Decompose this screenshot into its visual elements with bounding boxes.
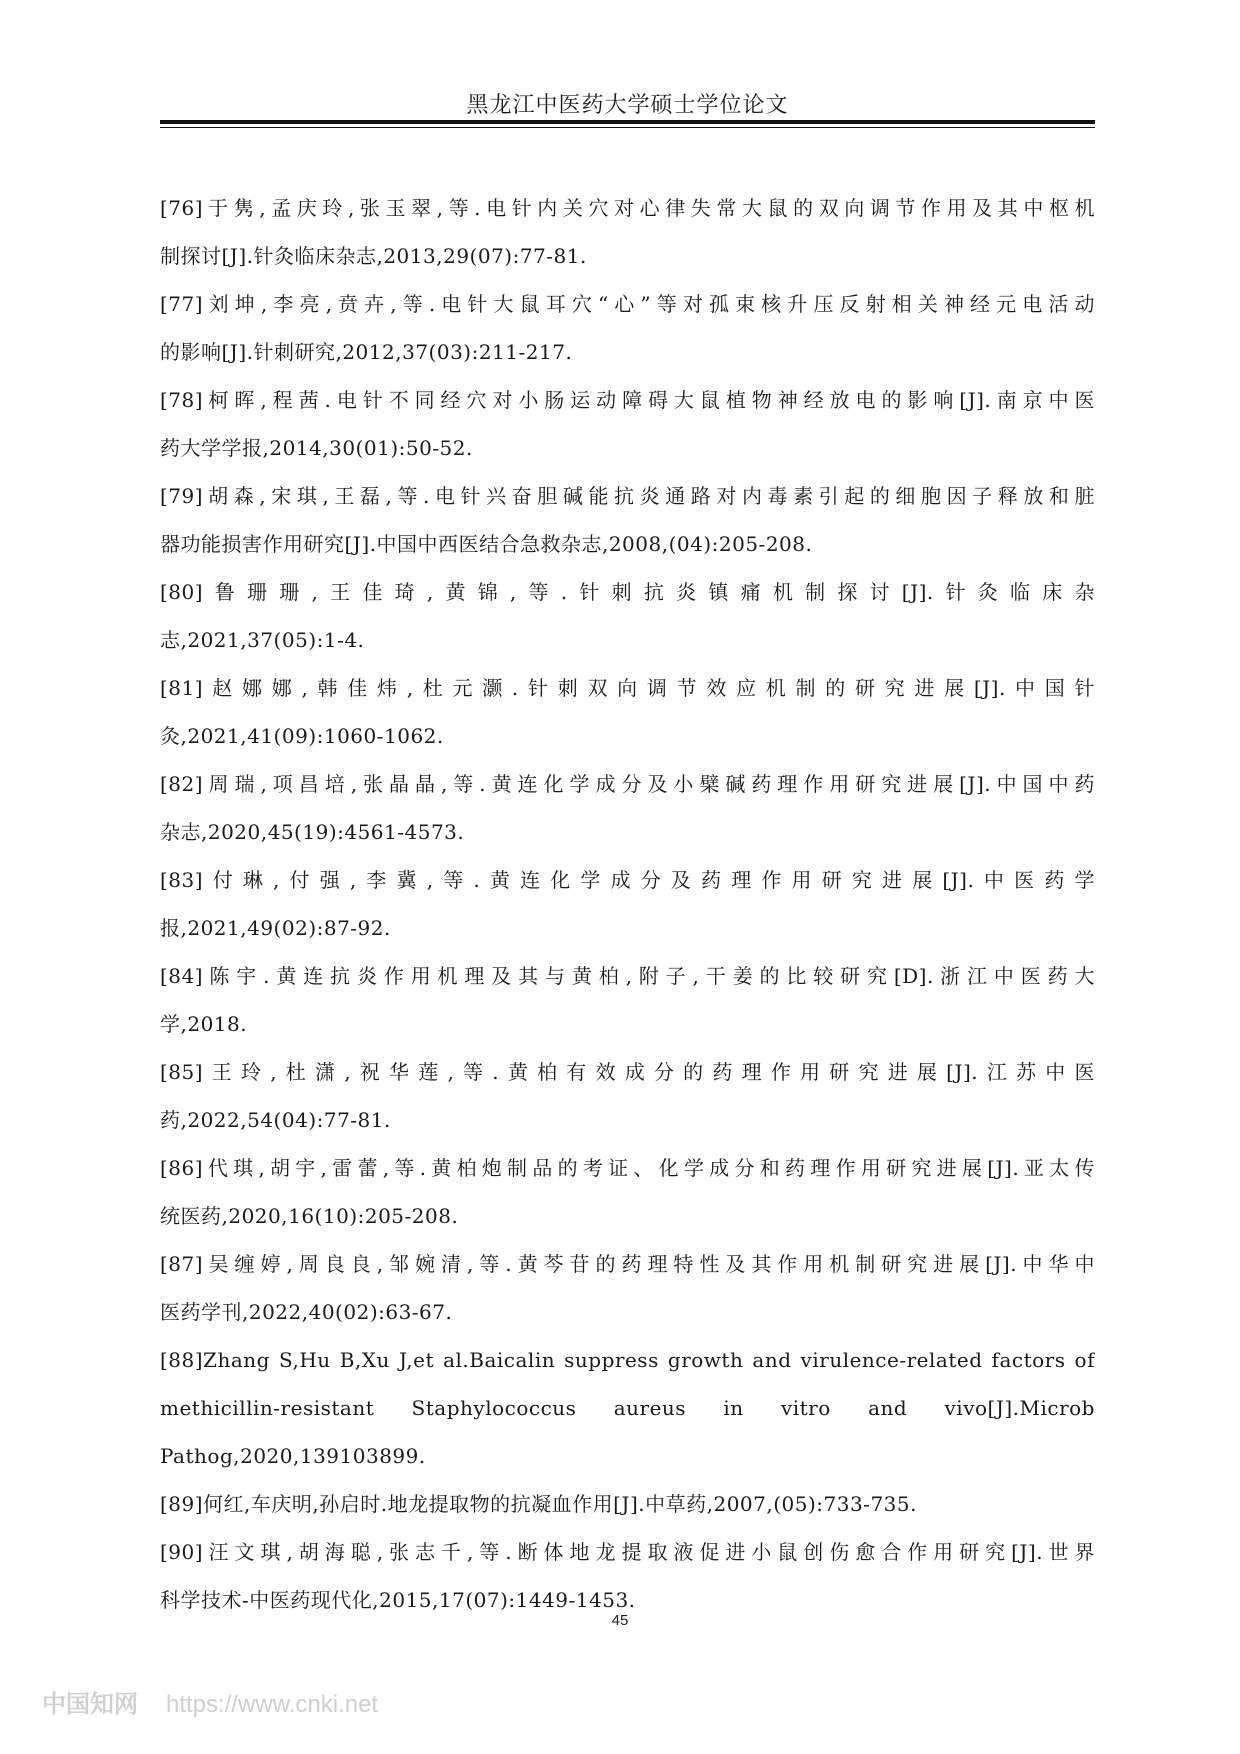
reference-line: [88]Zhang S,Hu B,Xu J,et al.Baicalin suppress growth and virulence-related factors of (160, 1348, 1095, 1372)
reference-line: 制探讨[J].针灸临床杂志,2013,29(07):77-81. (160, 244, 587, 268)
reference-entry (160, 376, 1095, 472)
reference-line: [87]吴缠婷,周良良,邹婉清,等.黄芩苷的药理特性及其作用机制研究进展[J].中华中 (160, 1252, 1095, 1276)
reference-line: 药,2022,54(04):77-81. (160, 1108, 391, 1132)
reference-line: [83]付琳,付强,李冀,等.黄连化学成分及药理作用研究进展[J].中医药学 (160, 868, 1095, 892)
reference-entry (160, 760, 1095, 856)
reference-line: methicillin-resistant Staphylococcus aureus in vitro and vivo[J].Microb (160, 1396, 1095, 1420)
reference-line: [82]周瑞,项昌培,张晶晶,等.黄连化学成分及小檗碱药理作用研究进展[J].中国中药 (160, 772, 1095, 796)
reference-list (160, 184, 1095, 1624)
reference-line: [86]代琪,胡宇,雷蕾,等.黄柏炮制品的考证、化学成分和药理作用研究进展[J].亚太传 (160, 1156, 1095, 1180)
watermark-site-name: 中国知网 (42, 1691, 138, 1718)
header-rule-thin (160, 127, 1095, 128)
reference-line: 科学技术-中医药现代化,2015,17(07):1449-1453. (160, 1588, 636, 1612)
reference-line: 的影响[J].针刺研究,2012,37(03):211-217. (160, 340, 573, 364)
reference-line: 灸,2021,41(09):1060-1062. (160, 724, 444, 748)
reference-entry (160, 280, 1095, 376)
reference-line: 学,2018. (160, 1012, 248, 1036)
reference-entry (160, 1480, 1095, 1528)
reference-line: 杂志,2020,45(19):4561-4573. (160, 820, 465, 844)
reference-line: [84]陈宇.黄连抗炎作用机理及其与黄柏,附子,干姜的比较研究[D].浙江中医药大 (160, 964, 1095, 988)
reference-line: [76]于隽,孟庆玲,张玉翠,等.电针内关穴对心律失常大鼠的双向调节作用及其中枢机 (160, 196, 1095, 220)
reference-entry (160, 856, 1095, 952)
reference-entry (160, 664, 1095, 760)
reference-line: [81]赵娜娜,韩佳炜,杜元灏.针刺双向调节效应机制的研究进展[J].中国针 (160, 676, 1095, 700)
reference-line: 志,2021,37(05):1-4. (160, 628, 365, 652)
reference-entry (160, 1528, 1095, 1624)
reference-entry (160, 952, 1095, 1048)
page-number: 45 (611, 1612, 629, 1629)
reference-entry (160, 1336, 1095, 1480)
reference-line: Pathog,2020,139103899. (160, 1444, 426, 1468)
reference-line: 报,2021,49(02):87-92. (160, 916, 391, 940)
reference-line: [89]何红,车庆明,孙启时.地龙提取物的抗凝血作用[J].中草药,2007,(05):733-735. (160, 1492, 917, 1516)
reference-entry (160, 1240, 1095, 1336)
reference-line: 器功能损害作用研究[J].中国中西医结合急救杂志,2008,(04):205-208. (160, 532, 813, 556)
reference-line: [77]刘坤,李亮,贲卉,等.电针大鼠耳穴“心”等对孤束核升压反射相关神经元电活动 (160, 292, 1095, 316)
reference-entry (160, 1144, 1095, 1240)
reference-line: 药大学学报,2014,30(01):50-52. (160, 436, 473, 460)
reference-line: 医药学刊,2022,40(02):63-67. (160, 1300, 453, 1324)
reference-line: [78]柯晖,程茜.电针不同经穴对小肠运动障碍大鼠植物神经放电的影响[J].南京中医 (160, 388, 1095, 412)
cnki-watermark (42, 1684, 378, 1719)
reference-line: [79]胡森,宋琪,王磊,等.电针兴奋胆碱能抗炎通路对内毒素引起的细胞因子释放和脏 (160, 484, 1095, 508)
reference-entry (160, 184, 1095, 280)
reference-line: [90]汪文琪,胡海聪,张志千,等.断体地龙提取液促进小鼠创伤愈合作用研究[J].世界 (160, 1540, 1095, 1564)
header-rule-thick (160, 120, 1095, 124)
reference-entry (160, 1048, 1095, 1144)
reference-line: 统医药,2020,16(10):205-208. (160, 1204, 459, 1228)
watermark-url: https://www.cnki.net (166, 1691, 379, 1718)
reference-entry (160, 472, 1095, 568)
reference-line: [80]鲁珊珊,王佳琦,黄锦,等.针刺抗炎镇痛机制探讨[J].针灸临床杂 (160, 580, 1095, 604)
reference-line: [85]王玲,杜潇,祝华莲,等.黄柏有效成分的药理作用研究进展[J].江苏中医 (160, 1060, 1095, 1084)
running-header: 黑龙江中医药大学硕士学位论文 (466, 93, 789, 118)
reference-entry (160, 568, 1095, 664)
